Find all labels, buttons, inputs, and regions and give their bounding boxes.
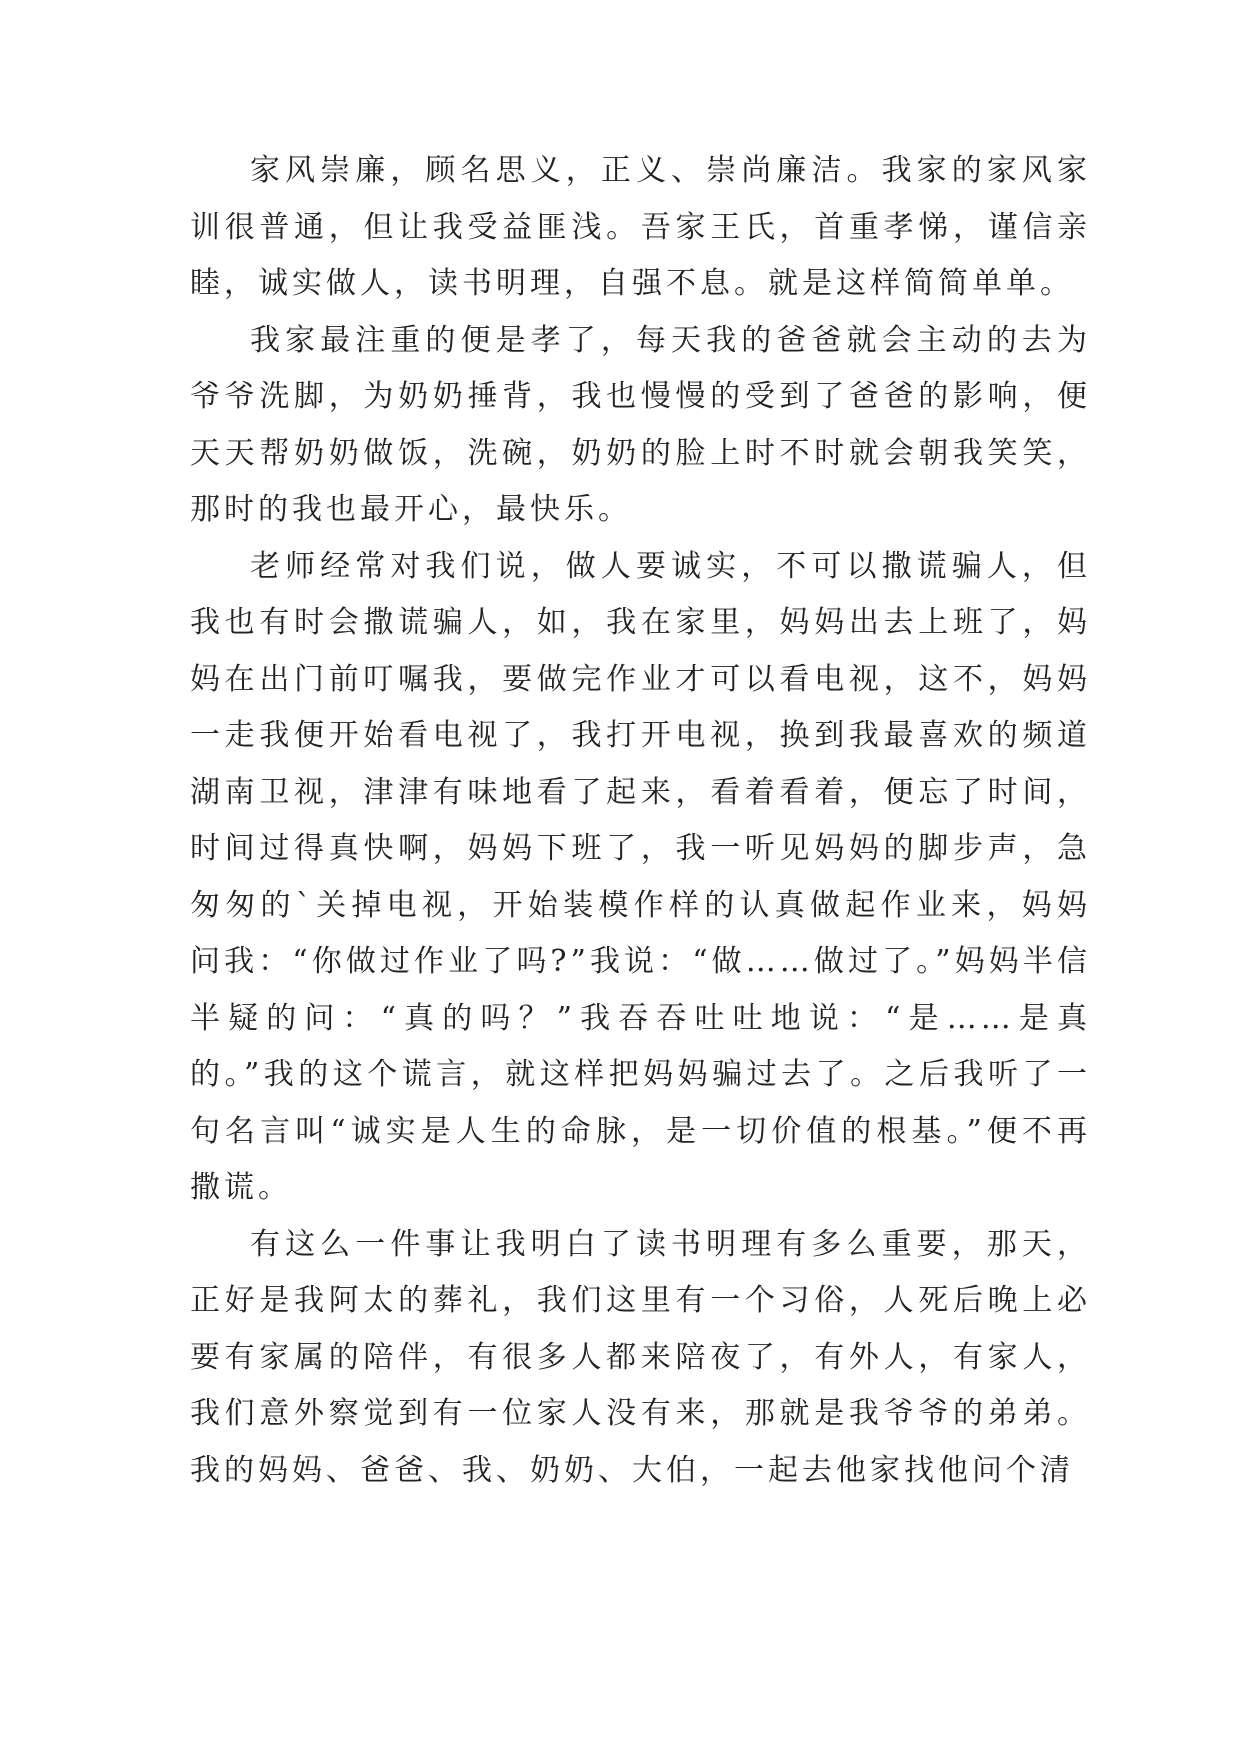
paragraph-reading: 有这么一件事让我明白了读书明理有多么重要，那天，正好是我阿太的葬礼，我们这里有一个习俗，人死后晚上必要有家属的陪伴，有很多人都来陪夜了，有外人，有家人，我们意外察觉到有一位家人没有来，那就是我爷爷的弟弟。我的妈妈、爸爸、我、奶奶、大伯，一起去他家找他问个清 xyxy=(190,1226,1091,1488)
paragraph-family-style: 家风崇廉，顾名思义，正义、崇尚廉洁。我家的家风家训很普通，但让我受益匪浅。吾家王氏，首重孝悌，谨信亲睦，诚实做人，读书明理，自强不息。就是这样简简单单。 xyxy=(190,153,1091,301)
paragraph-filial-piety: 我家最注重的便是孝了，每天我的爸爸就会主动的去为爷爷洗脚，为奶奶捶背，我也慢慢的受到了爸爸的影响，便天天帮奶奶做饭，洗碗，奶奶的脸上时不时就会朝我笑笑，那时的我也最开心，最快乐。 xyxy=(190,322,1091,527)
paragraph-honesty: 老师经常对我们说，做人要诚实，不可以撒谎骗人，但我也有时会撒谎骗人，如，我在家里，妈妈出去上班了，妈妈在出门前叮嘱我，要做完作业才可以看电视，这不，妈妈一走我便开始看电视了，我打开电视，换到我最喜欢的频道湖南卫视，津津有味地看了起来，看着看着，便忘了时间，时间过得真快啊，妈妈下班了，我一听见妈妈的脚步声，急匆匆的`关掉电视，开始装模作样的认真做起作业来，妈妈问我：“你做过作业了吗?”我说：“做……做过了。”妈妈半信半疑的问：“真的吗？”我吞吞吐吐地说：“是……是真的。”我的这个谎言，就这样把妈妈骗过去了。之后我听了一句名言叫“诚实是人生的命脉，是一切价值的根基。”便不再撒谎。 xyxy=(190,548,1091,1205)
